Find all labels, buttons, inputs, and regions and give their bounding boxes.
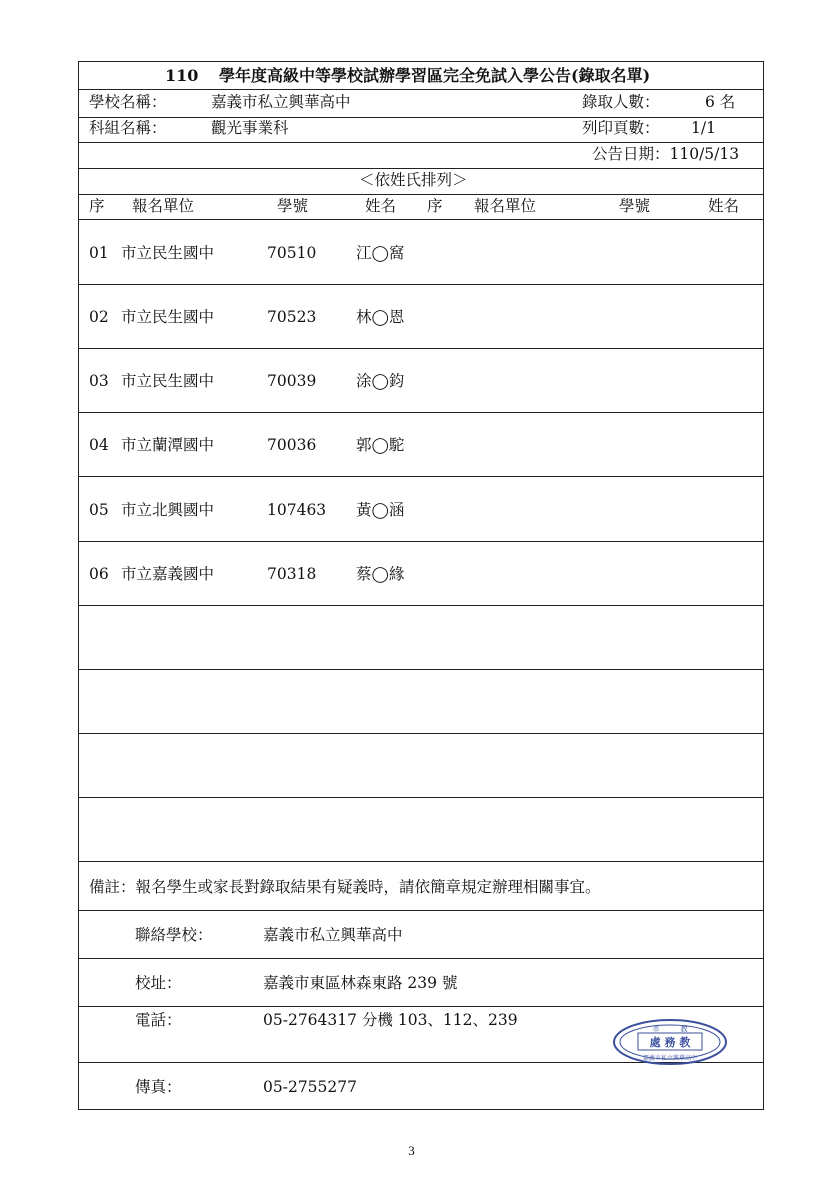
- contact-school-value: 嘉義市私立興華高中: [263, 926, 403, 944]
- divider: [79, 348, 763, 349]
- divider: [79, 1006, 763, 1007]
- department-value: 觀光事業科: [211, 119, 289, 137]
- svg-text:處 務 教: 處 務 教: [649, 1036, 691, 1049]
- svg-text:市 教: 市 教: [652, 1025, 688, 1033]
- page-number: 3: [408, 1143, 415, 1158]
- row-student-id: 70039: [267, 372, 317, 390]
- divider: [79, 117, 763, 118]
- column-header-name-2: 姓名: [708, 197, 740, 215]
- official-seal-stamp: [612, 1018, 728, 1066]
- admitted-count-label: 錄取人數：: [582, 93, 660, 111]
- divider: [79, 669, 763, 670]
- print-pages-value: 1/1: [691, 119, 716, 137]
- divider: [79, 219, 763, 220]
- divider: [79, 284, 763, 285]
- row-unit: 市立北興國中: [121, 501, 215, 519]
- row-unit: 市立民生國中: [121, 244, 215, 262]
- school-name-label: 學校名稱：: [89, 93, 167, 111]
- column-header-seq: 序: [89, 197, 105, 215]
- row-seq: 01: [89, 244, 109, 262]
- divider: [79, 476, 763, 477]
- column-header-unit: 報名單位: [132, 197, 195, 215]
- divider: [79, 733, 763, 734]
- remarks-note: 備註：報名學生或家長對錄取結果有疑義時，請依簡章規定辦理相關事宜。: [89, 878, 601, 896]
- row-student-id: 70523: [267, 308, 317, 326]
- fax-value: 05-2755277: [263, 1078, 357, 1096]
- page-title: 學年度高級中等學校試辦學習區完全免試入學公告(錄取名單): [219, 66, 651, 85]
- row-unit: 市立蘭潭國中: [121, 436, 215, 454]
- print-pages-label: 列印頁數：: [582, 119, 660, 137]
- admitted-count-value: 6 名: [705, 93, 736, 111]
- column-header-student-id: 學號: [277, 197, 309, 215]
- divider: [79, 142, 763, 143]
- column-header-name: 姓名: [365, 197, 397, 215]
- row-seq: 02: [89, 308, 109, 326]
- announcement-date: 公告日期：110/5/13: [592, 145, 740, 163]
- school-name-value: 嘉義市私立興華高中: [211, 93, 351, 111]
- department-label: 科組名稱：: [89, 119, 167, 137]
- divider: [79, 89, 763, 90]
- column-header-seq-2: 序: [427, 197, 443, 215]
- divider: [79, 194, 763, 195]
- svg-text:嘉義市私立興華高中: 嘉義市私立興華高中: [642, 1055, 698, 1062]
- row-name: 蔡◯緣: [356, 565, 405, 583]
- row-seq: 05: [89, 501, 109, 519]
- divider: [79, 168, 763, 169]
- divider: [79, 412, 763, 413]
- row-seq: 04: [89, 436, 109, 454]
- row-name: 林◯恩: [356, 308, 405, 326]
- row-name: 江◯窩: [356, 244, 405, 262]
- row-unit: 市立民生國中: [121, 372, 215, 390]
- row-student-id: 70510: [267, 244, 317, 262]
- phone-label: 電話：: [135, 1011, 182, 1029]
- row-seq: 06: [89, 565, 109, 583]
- school-year: 110: [165, 66, 199, 85]
- contact-school-label: 聯絡學校：: [135, 926, 213, 944]
- row-unit: 市立民生國中: [121, 308, 215, 326]
- divider: [79, 861, 763, 862]
- row-name: 郭◯駝: [356, 436, 405, 454]
- sort-note: ＜依姓氏排列＞: [359, 171, 468, 189]
- address-value: 嘉義市東區林森東路 239 號: [263, 974, 458, 992]
- divider: [79, 797, 763, 798]
- row-student-id: 70318: [267, 565, 317, 583]
- fax-label: 傳真：: [135, 1078, 182, 1096]
- row-seq: 03: [89, 372, 109, 390]
- divider: [79, 605, 763, 606]
- divider: [79, 541, 763, 542]
- divider: [79, 910, 763, 911]
- row-name: 涂◯鈞: [356, 372, 405, 390]
- phone-value: 05-2764317 分機 103、112、239: [263, 1011, 518, 1029]
- row-student-id: 107463: [267, 501, 327, 519]
- divider: [79, 958, 763, 959]
- row-name: 黃◯涵: [356, 501, 405, 519]
- row-student-id: 70036: [267, 436, 317, 454]
- address-label: 校址：: [135, 974, 182, 992]
- row-unit: 市立嘉義國中: [121, 565, 215, 583]
- announcement-sheet: [78, 61, 764, 1110]
- column-header-unit-2: 報名單位: [474, 197, 537, 215]
- column-header-student-id-2: 學號: [619, 197, 651, 215]
